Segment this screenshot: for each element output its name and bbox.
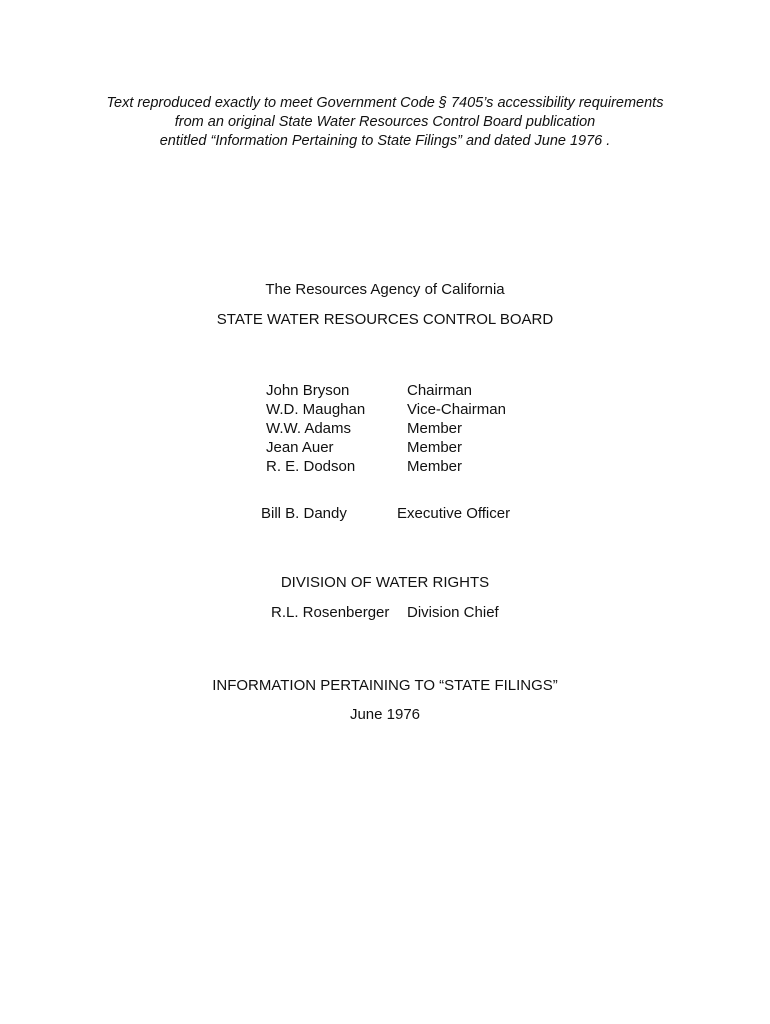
executive-title: Executive Officer: [397, 505, 511, 522]
member-name: W.W. Adams: [266, 420, 352, 437]
member-name: R. E. Dodson: [266, 458, 356, 475]
agency-name: The Resources Agency of California: [265, 281, 505, 298]
member-title: Chairman: [407, 382, 473, 399]
accessibility-note-line-2: from an original State Water Resources Control Board publication: [174, 114, 596, 130]
member-name: W.D. Maughan: [266, 401, 366, 418]
publication-date: June 1976: [349, 706, 421, 723]
accessibility-note-line-1: Text reproduced exactly to meet Government Code § 7405’s accessibility requirements: [106, 95, 664, 111]
member-name: Jean Auer: [266, 439, 334, 456]
member-title: Member: [407, 420, 463, 437]
division-chief-title: Division Chief: [407, 604, 499, 621]
board-name: STATE WATER RESOURCES CONTROL BOARD: [216, 311, 554, 328]
member-title: Member: [407, 439, 463, 456]
member-name: John Bryson: [266, 382, 350, 399]
division-chief-name: R.L. Rosenberger: [271, 604, 390, 621]
publication-title: INFORMATION PERTAINING TO “STATE FILINGS”: [212, 677, 558, 694]
member-title: Member: [407, 458, 463, 475]
executive-name: Bill B. Dandy: [261, 505, 347, 522]
division-name: DIVISION OF WATER RIGHTS: [280, 574, 490, 591]
accessibility-note-line-3: entitled “Information Pertaining to State Filings” and dated June 1976 .: [159, 133, 611, 149]
member-title: Vice-Chairman: [407, 401, 506, 418]
